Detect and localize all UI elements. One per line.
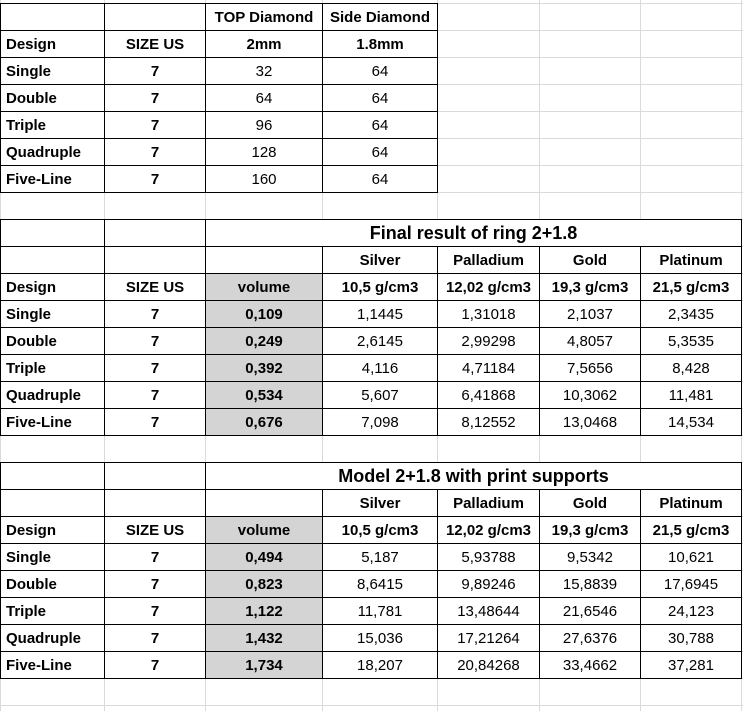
table3-header-cell: SIZE US	[104, 516, 206, 544]
table2-cell: 11,481	[640, 381, 742, 409]
table1-subheader-cell: 2mm	[205, 30, 323, 58]
table2-cell: 8,428	[640, 354, 742, 382]
table2-blank-cell	[0, 219, 105, 247]
table2-cell: 14,534	[640, 408, 742, 436]
table2-cell: 2,1037	[539, 300, 641, 328]
table1-cell: 7	[104, 165, 206, 193]
table1-cell: 7	[104, 84, 206, 112]
table3-cell: 9,5342	[539, 543, 641, 571]
volume-cell: 0,494	[205, 543, 323, 571]
table2-cell: 7,5656	[539, 354, 641, 382]
table3-title: Model 2+1.8 with print supports	[205, 462, 742, 490]
design-cell: Quadruple	[0, 381, 105, 409]
table1-cell: 64	[322, 57, 438, 85]
table2-header-cell: Design	[0, 273, 105, 301]
table2-blank-cell	[0, 246, 105, 274]
table1-header-cell: Side Diamond	[322, 3, 438, 31]
table2-cell: 1,1445	[322, 300, 438, 328]
table3-cell: 7	[104, 597, 206, 625]
table3-cell: 18,207	[322, 651, 438, 679]
table1-cell: 96	[205, 111, 323, 139]
table1-cell: 128	[205, 138, 323, 166]
table3-blank-cell	[104, 489, 206, 517]
table3-cell: 33,4662	[539, 651, 641, 679]
gridline-h	[0, 705, 743, 706]
table2-cell: 4,116	[322, 354, 438, 382]
table2-cell: 4,8057	[539, 327, 641, 355]
table3-metal-header: Silver	[322, 489, 438, 517]
table3-cell: 37,281	[640, 651, 742, 679]
volume-cell: 0,109	[205, 300, 323, 328]
volume-cell: 1,432	[205, 624, 323, 652]
table1-cell: 64	[322, 165, 438, 193]
table2-cell: 7	[104, 354, 206, 382]
table3-metal-header: Gold	[539, 489, 641, 517]
table2-header-cell: SIZE US	[104, 273, 206, 301]
table3-cell: 10,621	[640, 543, 742, 571]
design-cell: Five-Line	[0, 165, 105, 193]
table2-cell: 13,0468	[539, 408, 641, 436]
volume-cell: 0,249	[205, 327, 323, 355]
volume-cell: 1,734	[205, 651, 323, 679]
table3-cell: 7	[104, 570, 206, 598]
design-cell: Triple	[0, 354, 105, 382]
design-cell: Double	[0, 84, 105, 112]
volume-cell: 0,534	[205, 381, 323, 409]
table1-cell: 7	[104, 138, 206, 166]
table3-cell: 7	[104, 624, 206, 652]
table2-header-cell: 21,5 g/cm3	[640, 273, 742, 301]
table3-header-cell: volume	[205, 516, 323, 544]
table3-metal-header: Palladium	[437, 489, 540, 517]
table3-header-cell: 10,5 g/cm3	[322, 516, 438, 544]
table2-blank-cell	[104, 219, 206, 247]
table3-cell: 15,8839	[539, 570, 641, 598]
design-cell: Double	[0, 570, 105, 598]
design-cell: Single	[0, 300, 105, 328]
table3-cell: 17,6945	[640, 570, 742, 598]
table2-cell: 2,3435	[640, 300, 742, 328]
table1-subheader-cell: SIZE US	[104, 30, 206, 58]
table2-metal-header: Palladium	[437, 246, 540, 274]
table3-cell: 7	[104, 543, 206, 571]
volume-cell: 0,392	[205, 354, 323, 382]
table2-header-cell: 19,3 g/cm3	[539, 273, 641, 301]
design-cell: Double	[0, 327, 105, 355]
table3-cell: 9,89246	[437, 570, 540, 598]
table3-cell: 13,48644	[437, 597, 540, 625]
design-cell: Five-Line	[0, 651, 105, 679]
table3-header-cell: 19,3 g/cm3	[539, 516, 641, 544]
table1-cell: 64	[322, 111, 438, 139]
table3-cell: 7	[104, 651, 206, 679]
design-cell: Five-Line	[0, 408, 105, 436]
table2-cell: 7	[104, 327, 206, 355]
table2-cell: 1,31018	[437, 300, 540, 328]
table3-cell: 15,036	[322, 624, 438, 652]
table3-cell: 8,6415	[322, 570, 438, 598]
table2-cell: 5,607	[322, 381, 438, 409]
table3-blank-cell	[0, 489, 105, 517]
table3-cell: 5,93788	[437, 543, 540, 571]
table2-cell: 10,3062	[539, 381, 641, 409]
table3-blank-cell	[0, 462, 105, 490]
design-cell: Quadruple	[0, 138, 105, 166]
table1-cell: 32	[205, 57, 323, 85]
table2-cell: 2,6145	[322, 327, 438, 355]
table1-cell: 7	[104, 111, 206, 139]
table3-cell: 21,6546	[539, 597, 641, 625]
table1-subheader-cell: 1.8mm	[322, 30, 438, 58]
table1-header-cell	[0, 3, 105, 31]
table2-header-cell: 10,5 g/cm3	[322, 273, 438, 301]
design-cell: Triple	[0, 597, 105, 625]
table1-cell: 64	[322, 84, 438, 112]
table1-cell: 7	[104, 57, 206, 85]
table2-cell: 7	[104, 381, 206, 409]
table1-cell: 160	[205, 165, 323, 193]
table3-cell: 11,781	[322, 597, 438, 625]
design-cell: Triple	[0, 111, 105, 139]
table3-header-cell: Design	[0, 516, 105, 544]
table1-header-cell	[104, 3, 206, 31]
table2-cell: 6,41868	[437, 381, 540, 409]
table2-cell: 8,12552	[437, 408, 540, 436]
table3-cell: 27,6376	[539, 624, 641, 652]
table3-cell: 30,788	[640, 624, 742, 652]
table3-cell: 20,84268	[437, 651, 540, 679]
table2-title: Final result of ring 2+1.8	[205, 219, 742, 247]
table2-cell: 7,098	[322, 408, 438, 436]
design-cell: Quadruple	[0, 624, 105, 652]
table2-cell: 5,3535	[640, 327, 742, 355]
table3-cell: 24,123	[640, 597, 742, 625]
design-cell: Single	[0, 57, 105, 85]
table1-subheader-cell: Design	[0, 30, 105, 58]
volume-cell: 0,823	[205, 570, 323, 598]
table2-cell: 7	[104, 300, 206, 328]
table3-blank-cell	[104, 462, 206, 490]
volume-cell: 1,122	[205, 597, 323, 625]
table3-blank-cell	[205, 489, 323, 517]
table2-blank-cell	[104, 246, 206, 274]
table1-cell: 64	[322, 138, 438, 166]
table3-header-cell: 12,02 g/cm3	[437, 516, 540, 544]
table3-metal-header: Platinum	[640, 489, 742, 517]
table2-blank-cell	[205, 246, 323, 274]
table1-cell: 64	[205, 84, 323, 112]
table2-cell: 4,71184	[437, 354, 540, 382]
table3-header-cell: 21,5 g/cm3	[640, 516, 742, 544]
table3-cell: 17,21264	[437, 624, 540, 652]
table2-header-cell: 12,02 g/cm3	[437, 273, 540, 301]
table3-cell: 5,187	[322, 543, 438, 571]
volume-cell: 0,676	[205, 408, 323, 436]
table1-header-cell: TOP Diamond	[205, 3, 323, 31]
table2-metal-header: Silver	[322, 246, 438, 274]
table2-header-cell: volume	[205, 273, 323, 301]
table2-metal-header: Platinum	[640, 246, 742, 274]
table2-cell: 2,99298	[437, 327, 540, 355]
table2-cell: 7	[104, 408, 206, 436]
table2-metal-header: Gold	[539, 246, 641, 274]
design-cell: Single	[0, 543, 105, 571]
